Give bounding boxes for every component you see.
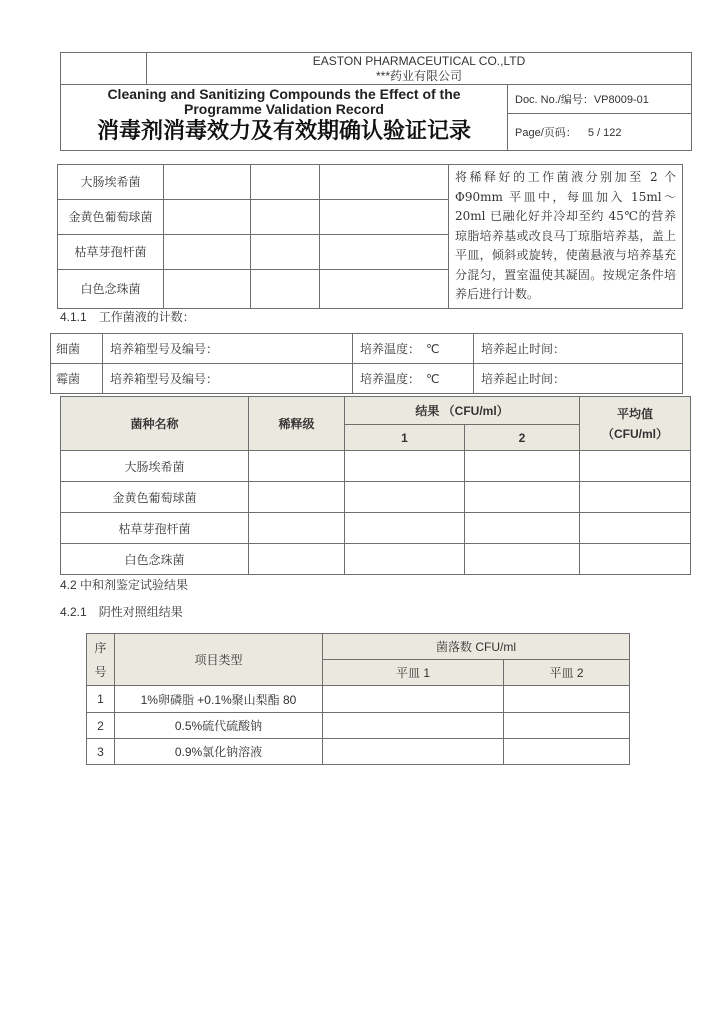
- plate-2-input[interactable]: [504, 739, 630, 765]
- count-table: [60, 396, 691, 575]
- input-cell[interactable]: [345, 482, 465, 513]
- row-type: 1%卵磷脂 +0.1%聚山梨酯 80: [115, 686, 323, 713]
- header-plate-2: 平皿 2: [504, 660, 630, 686]
- input-cell[interactable]: [580, 482, 691, 513]
- input-cell[interactable]: [249, 482, 345, 513]
- strain-cell: 白色念珠菌: [61, 544, 249, 575]
- title-en-line1: Cleaning and Sanitizing Compounds the Effect of the: [107, 86, 461, 102]
- plate-2-input[interactable]: [504, 713, 630, 739]
- logo-cell: [61, 53, 147, 85]
- input-cell[interactable]: [251, 199, 320, 234]
- temperature-field[interactable]: 培养温度： ℃: [353, 334, 474, 364]
- temperature-field[interactable]: 培养温度： ℃: [353, 364, 474, 394]
- type-cell: 细菌: [51, 334, 103, 364]
- page-label: Page/页码：: [515, 127, 577, 139]
- input-cell[interactable]: [465, 544, 580, 575]
- strain-cell: 大肠埃希菌: [58, 165, 164, 200]
- header-no: 序号: [87, 634, 115, 686]
- row-type: 0.9%氯化钠溶液: [115, 739, 323, 765]
- strain-cell: 大肠埃希菌: [61, 451, 249, 482]
- incubator-field[interactable]: 培养箱型号及编号：: [103, 364, 353, 394]
- time-field[interactable]: 培养起止时间：: [474, 334, 683, 364]
- input-cell[interactable]: [465, 451, 580, 482]
- header-dilution: 稀释级: [249, 397, 345, 451]
- header-average: 平均值（CFU/ml）: [580, 397, 691, 451]
- input-cell[interactable]: [465, 513, 580, 544]
- input-cell[interactable]: [164, 165, 251, 200]
- plate-1-input[interactable]: [323, 713, 504, 739]
- row-no: 3: [87, 739, 115, 765]
- input-cell[interactable]: [164, 269, 251, 308]
- title-en-line2: Programme Validation Record: [184, 101, 384, 117]
- header-type: 项目类型: [115, 634, 323, 686]
- company-cell: [147, 53, 692, 85]
- input-cell[interactable]: [249, 451, 345, 482]
- input-cell[interactable]: [580, 544, 691, 575]
- header-strain: 菌种名称: [61, 397, 249, 451]
- input-cell[interactable]: [249, 513, 345, 544]
- page-number-cell: [508, 114, 692, 151]
- title-cn: 消毒剂消毒效力及有效期确认验证记录: [96, 118, 471, 143]
- incubation-table: [50, 333, 683, 394]
- input-cell[interactable]: [320, 199, 449, 234]
- strain-cell: 金黄色葡萄球菌: [58, 199, 164, 234]
- row-no: 1: [87, 686, 115, 713]
- input-cell[interactable]: [251, 165, 320, 200]
- negative-control-table: [86, 633, 630, 765]
- strain-cell: 金黄色葡萄球菌: [61, 482, 249, 513]
- doc-number: Doc. No./编号：VP8009-01: [508, 85, 692, 114]
- header-colony: 菌落数 CFU/ml: [323, 634, 630, 660]
- plate-2-input[interactable]: [504, 686, 630, 713]
- row-no: 2: [87, 713, 115, 739]
- header-result-1: 1: [345, 425, 465, 451]
- header-plate-1: 平皿 1: [323, 660, 504, 686]
- header-result-2: 2: [465, 425, 580, 451]
- input-cell[interactable]: [251, 234, 320, 269]
- type-cell: 霉菌: [51, 364, 103, 394]
- plate-1-input[interactable]: [323, 686, 504, 713]
- incubator-field[interactable]: 培养箱型号及编号：: [103, 334, 353, 364]
- input-cell[interactable]: [251, 269, 320, 308]
- time-field[interactable]: 培养起止时间：: [474, 364, 683, 394]
- prep-table: [57, 164, 683, 309]
- input-cell[interactable]: [580, 513, 691, 544]
- input-cell[interactable]: [249, 544, 345, 575]
- strain-cell: 白色念珠菌: [58, 269, 164, 308]
- input-cell[interactable]: [320, 269, 449, 308]
- input-cell[interactable]: [345, 544, 465, 575]
- section-4-2: 4.2 中和剂鉴定试验结果: [60, 578, 189, 592]
- title-cell: [61, 85, 508, 151]
- input-cell[interactable]: [345, 451, 465, 482]
- strain-cell: 枯草芽孢杆菌: [61, 513, 249, 544]
- input-cell[interactable]: [320, 234, 449, 269]
- input-cell[interactable]: [164, 199, 251, 234]
- strain-cell: 枯草芽孢杆菌: [58, 234, 164, 269]
- input-cell[interactable]: [345, 513, 465, 544]
- section-4-1-1: 4.1.1 工作菌液的计数：: [60, 310, 195, 324]
- input-cell[interactable]: [164, 234, 251, 269]
- company-name-en: EASTON PHARMACEUTICAL CO.,LTD: [312, 53, 526, 68]
- instruction-cell: 将稀释好的工作菌液分别加至 2 个Φ90mm 平皿中，每皿加入 15ml～20ml 已融化好并冷却至约 45℃的营养琼脂培养基或改良马丁琼脂培养基，盖上平皿，倾斜或旋转，使菌悬液与培养基充分混匀，置室温使其凝固。按规定条件培养后进行计数。: [449, 165, 683, 309]
- section-4-2-1: 4.2.1 阴性对照组结果: [60, 605, 183, 619]
- row-type: 0.5%硫代硫酸钠: [115, 713, 323, 739]
- page-value: 5 / 122: [587, 127, 622, 139]
- input-cell[interactable]: [580, 451, 691, 482]
- document-header: [60, 52, 692, 151]
- header-result: 结果 （CFU/ml）: [345, 397, 580, 425]
- company-name-cn: ***药业有限公司: [376, 68, 463, 83]
- input-cell[interactable]: [320, 165, 449, 200]
- plate-1-input[interactable]: [323, 739, 504, 765]
- input-cell[interactable]: [465, 482, 580, 513]
